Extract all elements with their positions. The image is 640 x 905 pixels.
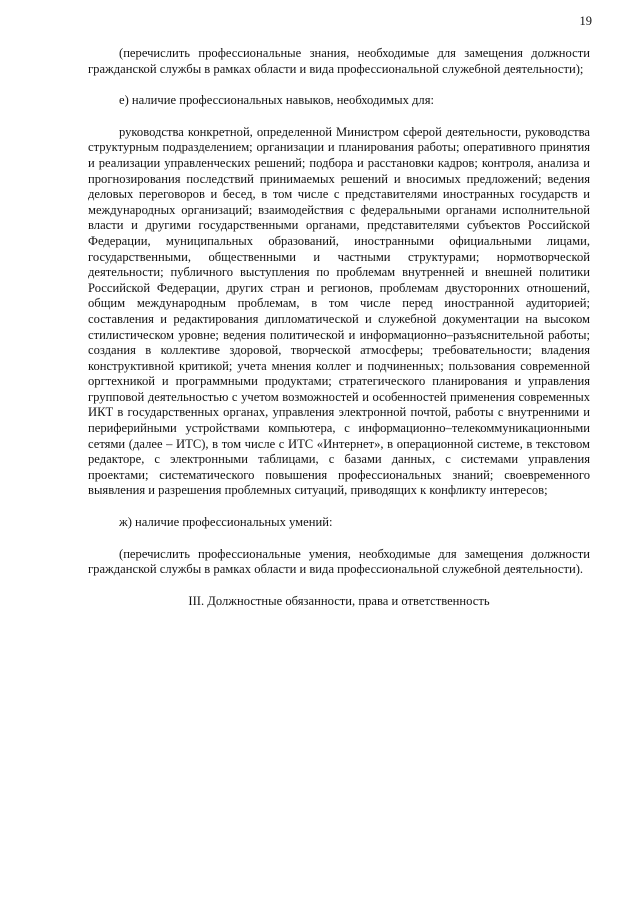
paragraph-abilities-heading: ж) наличие профессиональных умений: <box>119 515 333 530</box>
paragraph-spacer <box>88 499 590 515</box>
page-number: 19 <box>579 14 592 28</box>
paragraph-skills-list: руководства конкретной, определенной Министром сферой деятельности, руководства структурным подразделением; организации и планирования работы; оперативного принятия и реализации управленческих решений; подбора и расстановки кадров; контроля, анализа и прогнозирования последствий принимаемых решений и вносимых предложений; ведения деловых переговоров и бесед, в том числе с представителями иностранных государств и международных организаций; взаимодействия с федеральными органами исполнительной власти и другими государственными органами, представителями субъектов Российской Федерации, муниципальных образований, иностранными официальными лицами, государственными, общественными и частными структурами; нормотворческой деятельности; публичного выступления по проблемам внутренней и внешней политики Российской Федерации, других стран и регионов, проблемам двусторонних отношений, общим международным проблемам, в том числе перед иностранной аудиторией; составления и редактирования дипломатической и служебной документации на высоком стилистическом уровне; ведения политической и информационно–разъяснительной работы; создания в коллективе здоровой, творческой атмосферы; требовательности; владения конструктивной критикой; учета мнения коллег и подчиненных; пользования современной оргтехникой и программными продуктами; стратегического планирования и управления групповой деятельностью с учетом возможностей и особенностей применения современных ИКТ в государственных органах, управления электронной почтой, работы с внутренними и периферийными устройствами компьютера, с информационно–телекоммуникационными сетями (далее – ИТС), в том числе с ИТС «Интернет», в операционной системе, в текстовом редакторе, с электронными таблицами, с базами данных, с системами управления проектами; систематического повышения профессиональных знаний; своевременного выявления и разрешения проблемных ситуаций, приводящих к конфликту интересов; <box>88 124 590 498</box>
paragraph-spacer <box>88 531 590 547</box>
paragraph-skills-heading: е) наличие профессиональных навыков, необходимых для: <box>119 93 435 108</box>
paragraph-required-knowledge-note: (перечислить профессиональные знания, необходимые для замещения должности гражданской службы в рамках области и вида профессиональной служебной деятельности); <box>88 46 590 76</box>
document-body <box>88 46 590 609</box>
section-heading: III. Должностные обязанности, права и ответственность <box>188 593 490 608</box>
paragraph-spacer <box>88 109 590 125</box>
paragraph-spacer <box>88 578 590 594</box>
paragraph-required-abilities-note: (перечислить профессиональные умения, необходимые для замещения должности гражданской службы в рамках области и вида профессиональной служебной деятельности). <box>88 546 590 577</box>
paragraph-spacer <box>88 77 590 93</box>
